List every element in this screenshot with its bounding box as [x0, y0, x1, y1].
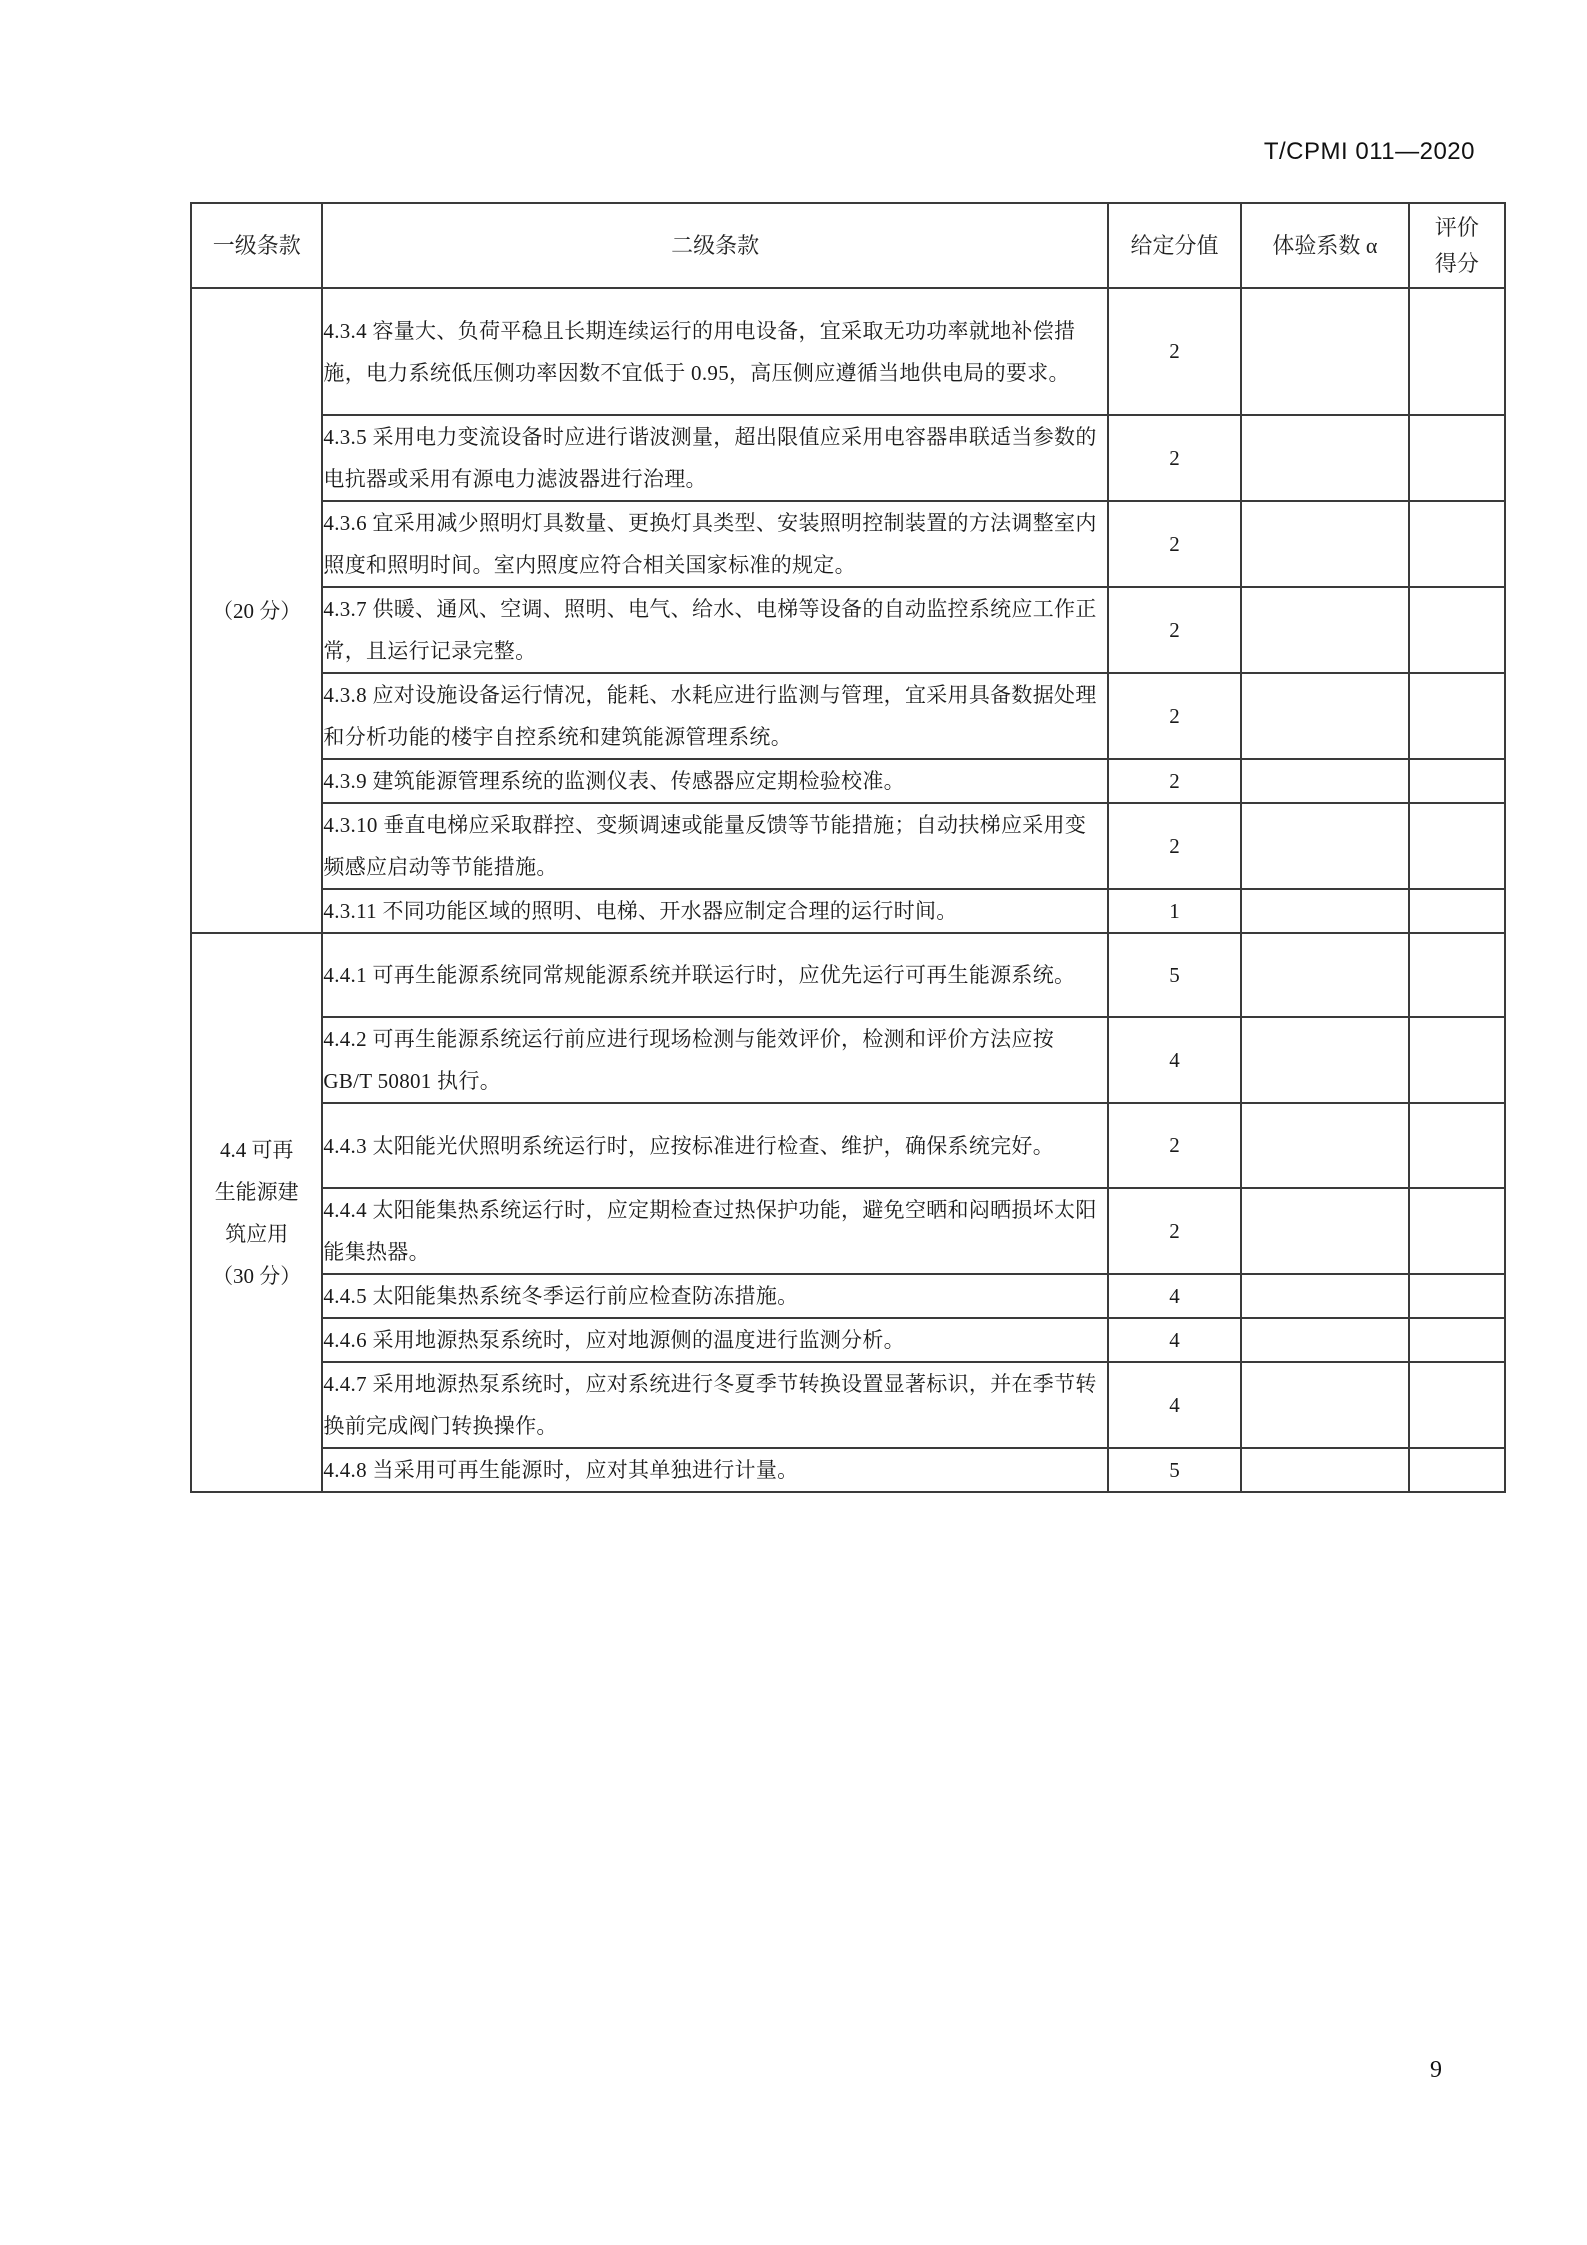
clause-text: 4.4.1 可再生能源系统同常规能源系统并联运行时，应优先运行可再生能源系统。 — [322, 933, 1107, 1017]
table-row — [191, 759, 1505, 803]
clause-text: 4.4.3 太阳能光伏照明系统运行时，应按标准进行检查、维护，确保系统完好。 — [322, 1103, 1107, 1188]
table-row — [191, 587, 1505, 673]
table-row — [191, 415, 1505, 501]
alpha-cell[interactable] — [1241, 673, 1409, 759]
table-row — [191, 1318, 1505, 1362]
score-value: 2 — [1108, 1103, 1241, 1188]
alpha-cell[interactable] — [1241, 1318, 1409, 1362]
score-value: 1 — [1108, 889, 1241, 933]
alpha-cell[interactable] — [1241, 288, 1409, 415]
clause-text: 4.4.6 采用地源热泵系统时，应对地源侧的温度进行监测分析。 — [322, 1318, 1107, 1362]
result-cell[interactable] — [1409, 288, 1505, 415]
standard-code: T/CPMI 011—2020 — [1263, 138, 1475, 165]
score-value: 2 — [1108, 415, 1241, 501]
table-row — [191, 1274, 1505, 1318]
alpha-cell[interactable] — [1241, 759, 1409, 803]
table-row — [191, 288, 1505, 415]
table-row — [191, 889, 1505, 933]
table-header-row — [191, 203, 1505, 288]
clause-text: 4.3.10 垂直电梯应采取群控、变频调速或能量反馈等节能措施；自动扶梯应采用变频感应启动等节能措施。 — [322, 803, 1107, 889]
result-cell[interactable] — [1409, 889, 1505, 933]
alpha-cell[interactable] — [1241, 1362, 1409, 1448]
clause-text: 4.4.7 采用地源热泵系统时，应对系统进行冬夏季节转换设置显著标识，并在季节转换前完成阀门转换操作。 — [322, 1362, 1107, 1448]
result-cell[interactable] — [1409, 1188, 1505, 1274]
alpha-cell[interactable] — [1241, 1448, 1409, 1492]
score-value: 2 — [1108, 803, 1241, 889]
score-value: 5 — [1108, 1448, 1241, 1492]
page-number: 9 — [1430, 2057, 1442, 2083]
clause-text: 4.3.9 建筑能源管理系统的监测仪表、传感器应定期检验校准。 — [322, 759, 1107, 803]
alpha-cell[interactable] — [1241, 587, 1409, 673]
score-value: 4 — [1108, 1362, 1241, 1448]
evaluation-table — [190, 202, 1506, 1493]
score-value: 4 — [1108, 1017, 1241, 1103]
col-header-score: 给定分值 — [1108, 203, 1241, 288]
result-cell[interactable] — [1409, 1318, 1505, 1362]
clause-text: 4.4.4 太阳能集热系统运行时，应定期检查过热保护功能，避免空晒和闷晒损坏太阳能集热器。 — [322, 1188, 1107, 1274]
alpha-cell[interactable] — [1241, 1274, 1409, 1318]
alpha-cell[interactable] — [1241, 803, 1409, 889]
clause-text: 4.4.2 可再生能源系统运行前应进行现场检测与能效评价，检测和评价方法应按 GB/T 50801 执行。 — [322, 1017, 1107, 1103]
col-header-alpha: 体验系数 α — [1241, 203, 1409, 288]
table-row — [191, 1188, 1505, 1274]
table-row — [191, 1448, 1505, 1492]
table-row — [191, 1362, 1505, 1448]
result-cell[interactable] — [1409, 1274, 1505, 1318]
table-row — [191, 803, 1505, 889]
clause-text: 4.3.8 应对设施设备运行情况，能耗、水耗应进行监测与管理，宜采用具备数据处理和分析功能的楼宇自控系统和建筑能源管理系统。 — [322, 673, 1107, 759]
alpha-cell[interactable] — [1241, 1103, 1409, 1188]
alpha-cell[interactable] — [1241, 501, 1409, 587]
level1-cell-4-3: （20 分） — [191, 288, 322, 933]
result-cell[interactable] — [1409, 933, 1505, 1017]
clause-text: 4.3.4 容量大、负荷平稳且长期连续运行的用电设备，宜采取无功功率就地补偿措施，电力系统低压侧功率因数不宜低于 0.95，高压侧应遵循当地供电局的要求。 — [322, 288, 1107, 415]
alpha-cell[interactable] — [1241, 1017, 1409, 1103]
alpha-cell[interactable] — [1241, 1188, 1409, 1274]
clause-text: 4.3.5 采用电力变流设备时应进行谐波测量，超出限值应采用电容器串联适当参数的电抗器或采用有源电力滤波器进行治理。 — [322, 415, 1107, 501]
table-row — [191, 673, 1505, 759]
col-header-level1: 一级条款 — [191, 203, 322, 288]
alpha-cell[interactable] — [1241, 415, 1409, 501]
table-row — [191, 501, 1505, 587]
score-value: 5 — [1108, 933, 1241, 1017]
score-value: 4 — [1108, 1274, 1241, 1318]
clause-text: 4.3.6 宜采用减少照明灯具数量、更换灯具类型、安装照明控制装置的方法调整室内照度和照明时间。室内照度应符合相关国家标准的规定。 — [322, 501, 1107, 587]
score-value: 2 — [1108, 288, 1241, 415]
score-value: 2 — [1108, 673, 1241, 759]
level1-cell-4-4: 4.4 可再 生能源建 筑应用 （30 分） — [191, 933, 322, 1492]
result-cell[interactable] — [1409, 1362, 1505, 1448]
col-header-result: 评价 得分 — [1409, 203, 1505, 288]
result-cell[interactable] — [1409, 501, 1505, 587]
clause-text: 4.3.7 供暖、通风、空调、照明、电气、给水、电梯等设备的自动监控系统应工作正常，且运行记录完整。 — [322, 587, 1107, 673]
result-cell[interactable] — [1409, 673, 1505, 759]
score-value: 4 — [1108, 1318, 1241, 1362]
score-value: 2 — [1108, 1188, 1241, 1274]
result-cell[interactable] — [1409, 587, 1505, 673]
clause-text: 4.4.5 太阳能集热系统冬季运行前应检查防冻措施。 — [322, 1274, 1107, 1318]
clause-text: 4.4.8 当采用可再生能源时，应对其单独进行计量。 — [322, 1448, 1107, 1492]
table-row — [191, 1103, 1505, 1188]
clause-text: 4.3.11 不同功能区域的照明、电梯、开水器应制定合理的运行时间。 — [322, 889, 1107, 933]
score-value: 2 — [1108, 759, 1241, 803]
table-row — [191, 933, 1505, 1017]
result-cell[interactable] — [1409, 1017, 1505, 1103]
result-cell[interactable] — [1409, 803, 1505, 889]
table-row — [191, 1017, 1505, 1103]
result-cell[interactable] — [1409, 1103, 1505, 1188]
result-cell[interactable] — [1409, 1448, 1505, 1492]
score-value: 2 — [1108, 501, 1241, 587]
alpha-cell[interactable] — [1241, 933, 1409, 1017]
col-header-level2: 二级条款 — [322, 203, 1107, 288]
alpha-cell[interactable] — [1241, 889, 1409, 933]
result-cell[interactable] — [1409, 415, 1505, 501]
score-value: 2 — [1108, 587, 1241, 673]
result-cell[interactable] — [1409, 759, 1505, 803]
